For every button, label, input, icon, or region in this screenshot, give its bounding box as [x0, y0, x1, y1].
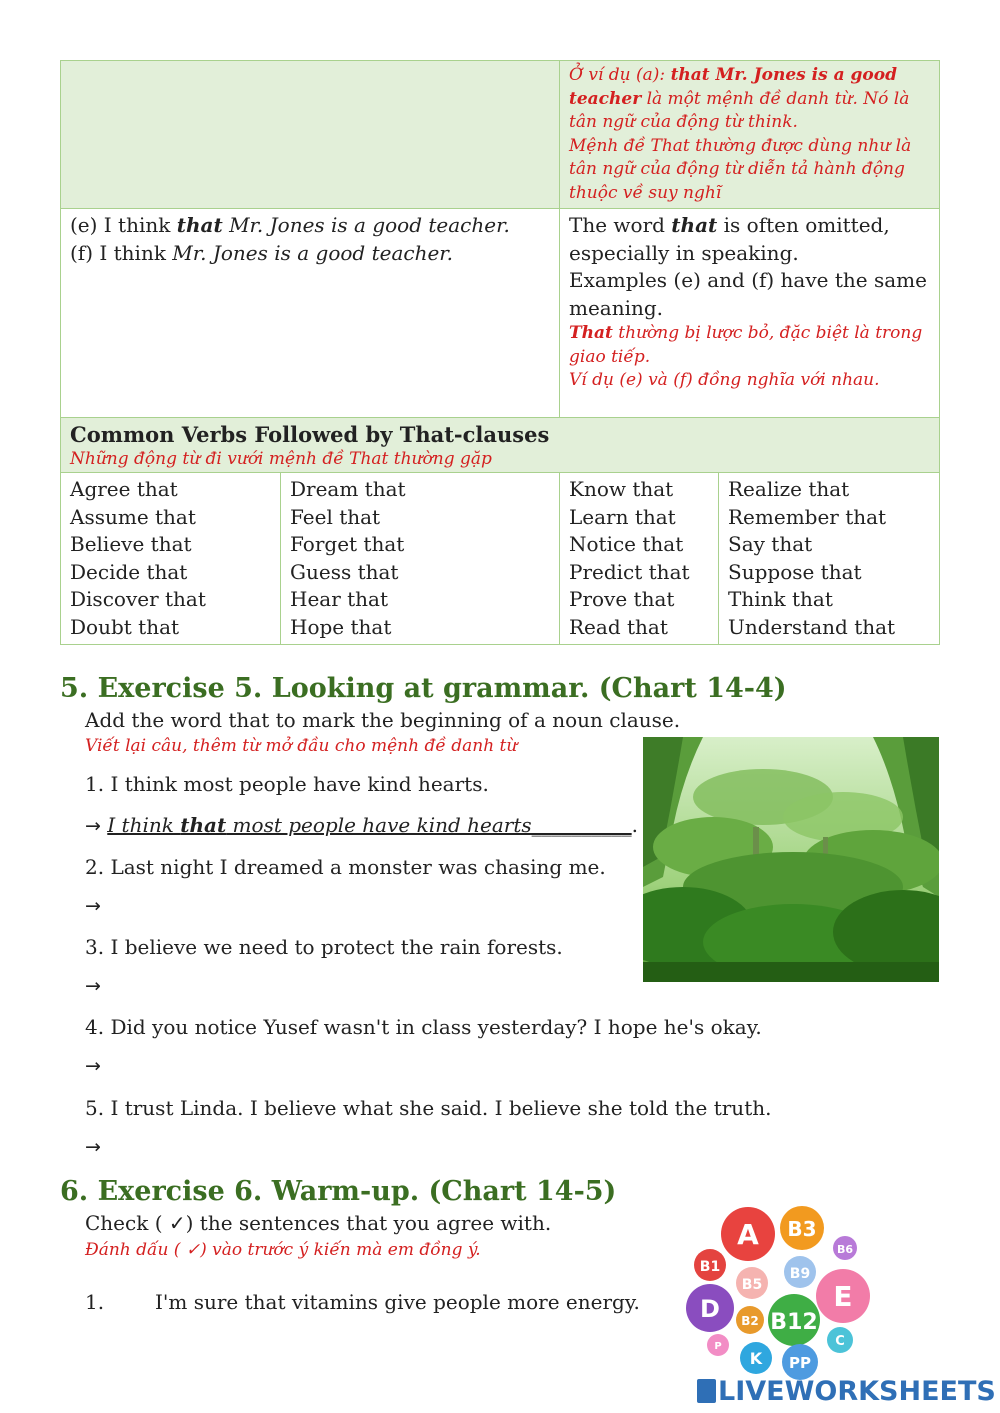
verb-item: Hope that	[290, 614, 392, 639]
example-f: (f) I think Mr. Jones is a good teacher.	[70, 240, 454, 265]
liveworksheets-logo-icon	[697, 1379, 716, 1403]
vitamin-label: B6	[836, 1243, 854, 1256]
liveworksheets-watermark: LIVEWORKSHEETS	[697, 1376, 996, 1407]
explain-omitted: The word that is often omitted, especially in speaking.	[569, 213, 890, 265]
explain-vi-same: Ví dụ (e) và (f) đồng nghĩa với nhau.	[569, 370, 880, 390]
exercise6-instruction-vi: Đánh dấu ( ✓) vào trước ý kiến mà em đồng ý.	[85, 1240, 481, 1260]
omission-explanation-cell	[560, 209, 940, 418]
verb-item: Know that	[569, 477, 674, 501]
examples-cell	[61, 209, 560, 418]
vitamin-label: B1	[699, 1259, 721, 1275]
verb-item: Assume that	[70, 504, 196, 529]
verb-item: Say that	[728, 532, 813, 556]
vitamin-label: A	[737, 1218, 759, 1251]
explanation-vi-1: Ở ví dụ (a): that Mr. Jones is a good teacher là một mệnh đề danh từ. Nó là tân ngữ của động từ think.	[569, 65, 910, 132]
vitamin-label: B2	[741, 1314, 759, 1328]
verb-item: Agree that	[70, 477, 178, 501]
exercise6-title: 6. Exercise 6. Warm-up. (Chart 14-5)	[60, 1176, 617, 1207]
exercise6-item-text[interactable]: I'm sure that vitamins give people more energy.	[155, 1290, 640, 1314]
verb-item: Predict that	[569, 559, 690, 584]
verb-item: Hear that	[290, 587, 388, 611]
verb-item: Discover that	[70, 587, 206, 611]
vitamin-label: C	[835, 1334, 845, 1349]
answer-arrow-5[interactable]: →	[85, 1136, 101, 1158]
answer-arrow-2[interactable]: →	[85, 895, 101, 917]
rainforest-image	[643, 737, 939, 982]
exercise6-instruction: Check ( ✓) the sentences that you agree with.	[85, 1211, 552, 1235]
explain-same-meaning: Examples (e) and (f) have the same meaning.	[569, 268, 927, 320]
exercise5-item-5: 5. I trust Linda. I believe what she said. I believe she told the truth.	[85, 1096, 772, 1120]
vitamin-label: B9	[789, 1266, 811, 1282]
verbs-heading: Common Verbs Followed by That-clauses	[70, 422, 550, 447]
explanation-vi-cell	[560, 61, 940, 209]
vitamin-label: B3	[787, 1217, 817, 1241]
explanation-vi-2: Mệnh đề That thường được dùng như là tân ngữ của động từ diễn tả hành động thuộc về suy nghĩ	[569, 135, 912, 203]
verb-item: Guess that	[290, 559, 399, 584]
vitamin-label: B12	[770, 1310, 818, 1335]
verbs-heading-cell	[61, 418, 940, 473]
verb-item: Notice that	[569, 532, 684, 556]
verb-item: Doubt that	[70, 614, 180, 639]
verb-item: Realize that	[728, 477, 850, 501]
exercise5-item-1: 1. I think most people have kind hearts.	[85, 772, 489, 796]
verb-item: Prove that	[569, 587, 675, 611]
exercise5-answer-1: → I think that most people have kind hearts__________.	[85, 813, 639, 837]
answer-arrow-3[interactable]: →	[85, 975, 101, 997]
verb-column-2	[281, 473, 560, 645]
exercise5-item-2: 2. Last night I dreamed a monster was chasing me.	[85, 855, 606, 879]
vitamins-image	[680, 1200, 880, 1390]
verb-item: Learn that	[569, 504, 676, 529]
exercise5-item-4: 4. Did you notice Yusef wasn't in class yesterday? I hope he's okay.	[85, 1015, 762, 1039]
example-answer: I think that most people have kind hearts__________	[107, 813, 632, 837]
exercise5-title: 5. Exercise 5. Looking at grammar. (Chart 14-4)	[60, 673, 787, 704]
verb-item: Dream that	[290, 477, 406, 501]
vitamin-label: D	[700, 1295, 720, 1323]
verb-item: Feel that	[290, 504, 381, 529]
verb-item: Decide that	[70, 559, 188, 584]
verb-item: Remember that	[728, 504, 887, 529]
verb-item: Forget that	[290, 532, 405, 556]
explain-vi-omitted: That thường bị lược bỏ, đặc biệt là trong giao tiếp.	[569, 323, 923, 367]
grammar-table	[60, 60, 940, 645]
verb-item: Understand that	[728, 614, 896, 639]
verb-column-1	[61, 473, 281, 645]
vitamin-label: P	[714, 1341, 722, 1352]
empty-cell	[61, 61, 560, 209]
answer-arrow-4[interactable]: →	[85, 1055, 101, 1077]
exercise6-item-number: 1.	[85, 1290, 105, 1314]
verbs-heading-vi: Những động từ đi vưới mệnh đề That thường gặp	[70, 449, 492, 469]
verb-column-4	[719, 473, 940, 645]
exercise5-instruction-vi: Viết lại câu, thêm từ mở đầu cho mệnh đề danh từ	[85, 736, 518, 756]
vitamin-label: K	[749, 1349, 763, 1368]
example-e: (e) I think that Mr. Jones is a good teacher.	[70, 213, 510, 237]
vitamin-label: E	[833, 1280, 853, 1313]
verb-item: Think that	[728, 587, 833, 611]
verb-item: Read that	[569, 614, 668, 639]
vitamin-label: B5	[741, 1277, 763, 1293]
vitamin-label: PP	[789, 1354, 811, 1372]
verb-item: Suppose that	[728, 559, 862, 584]
verb-item: Believe that	[70, 532, 192, 556]
exercise5-item-3: 3. I believe we need to protect the rain forests.	[85, 935, 563, 959]
arrow-icon: →	[85, 815, 101, 837]
verb-column-3	[560, 473, 719, 645]
exercise5-instruction: Add the word that to mark the beginning of a noun clause.	[85, 708, 681, 732]
